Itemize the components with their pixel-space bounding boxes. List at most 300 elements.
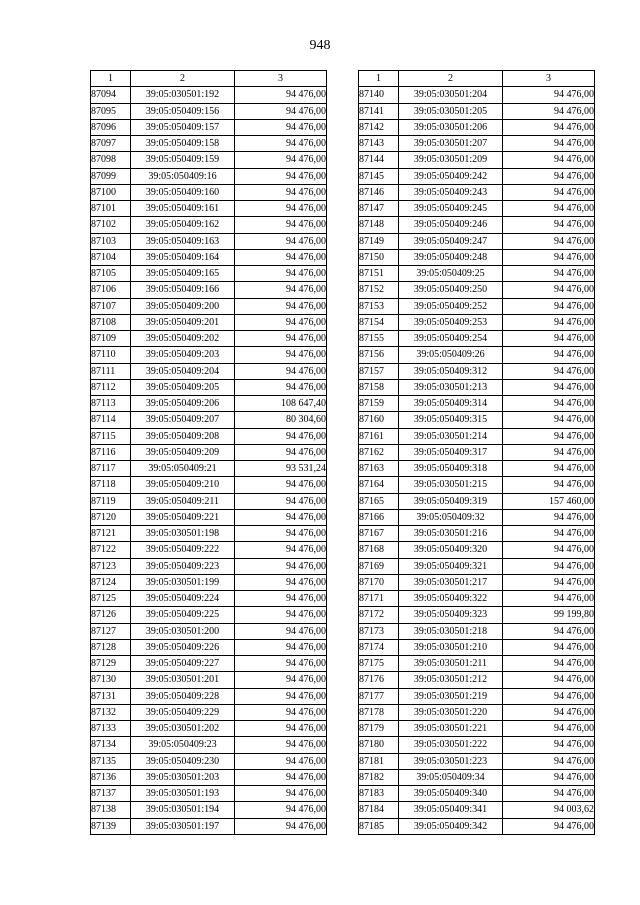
- table-row: [91, 542, 327, 558]
- cadastral-value-cell: 94 476,00: [503, 87, 595, 103]
- table-row: [91, 656, 327, 672]
- table-row: [359, 217, 595, 233]
- cadastral-number-cell: 39:05:050409:225: [131, 607, 235, 623]
- column-header-number: 1: [359, 71, 399, 87]
- cadastral-number-cell: 39:05:030501:214: [399, 428, 503, 444]
- table-row: [359, 428, 595, 444]
- cadastral-value-cell: 157 460,00: [503, 493, 595, 509]
- row-number-cell: 87142: [359, 119, 399, 135]
- cadastral-number-cell: 39:05:050409:32: [399, 509, 503, 525]
- row-number-cell: 87147: [359, 201, 399, 217]
- cadastral-number-cell: 39:05:050409:159: [131, 152, 235, 168]
- row-number-cell: 87126: [91, 607, 131, 623]
- row-number-cell: 87128: [91, 639, 131, 655]
- row-number-cell: 87177: [359, 688, 399, 704]
- cadastral-value-cell: 94 476,00: [235, 753, 327, 769]
- row-number-cell: 87135: [91, 753, 131, 769]
- register-table-left: [90, 70, 327, 835]
- row-number-cell: 87117: [91, 461, 131, 477]
- cadastral-number-cell: 39:05:050409:221: [131, 509, 235, 525]
- table-row: [359, 623, 595, 639]
- row-number-cell: 87102: [91, 217, 131, 233]
- cadastral-value-cell: 94 476,00: [235, 249, 327, 265]
- table-row: [359, 184, 595, 200]
- row-number-cell: 87099: [91, 168, 131, 184]
- cadastral-number-cell: 39:05:050409:229: [131, 704, 235, 720]
- cadastral-number-cell: 39:05:050409:250: [399, 282, 503, 298]
- row-number-cell: 87132: [91, 704, 131, 720]
- cadastral-value-cell: 94 476,00: [235, 656, 327, 672]
- table-header-row: [91, 71, 327, 87]
- row-number-cell: 87143: [359, 136, 399, 152]
- cadastral-number-cell: 39:05:050409:21: [131, 461, 235, 477]
- row-number-cell: 87119: [91, 493, 131, 509]
- cadastral-value-cell: 94 476,00: [235, 314, 327, 330]
- cadastral-number-cell: 39:05:030501:200: [131, 623, 235, 639]
- row-number-cell: 87122: [91, 542, 131, 558]
- cadastral-value-cell: 94 476,00: [503, 591, 595, 607]
- row-number-cell: 87104: [91, 249, 131, 265]
- row-number-cell: 87116: [91, 444, 131, 460]
- cadastral-number-cell: 39:05:050409:160: [131, 184, 235, 200]
- cadastral-value-cell: 94 476,00: [503, 331, 595, 347]
- row-number-cell: 87152: [359, 282, 399, 298]
- cadastral-value-cell: 94 476,00: [503, 298, 595, 314]
- row-number-cell: 87133: [91, 721, 131, 737]
- cadastral-value-cell: 94 476,00: [503, 786, 595, 802]
- cadastral-value-cell: 94 476,00: [235, 266, 327, 282]
- row-number-cell: 87110: [91, 347, 131, 363]
- cadastral-number-cell: 39:05:030501:211: [399, 656, 503, 672]
- cadastral-value-cell: 94 476,00: [503, 672, 595, 688]
- table-row: [359, 656, 595, 672]
- cadastral-number-cell: 39:05:050409:319: [399, 493, 503, 509]
- cadastral-number-cell: 39:05:050409:321: [399, 558, 503, 574]
- table-row: [359, 786, 595, 802]
- cadastral-value-cell: 94 476,00: [235, 786, 327, 802]
- table-row: [91, 152, 327, 168]
- table-row: [359, 802, 595, 818]
- cadastral-number-cell: 39:05:030501:218: [399, 623, 503, 639]
- cadastral-value-cell: 94 476,00: [503, 314, 595, 330]
- cadastral-number-cell: 39:05:030501:205: [399, 103, 503, 119]
- table-row: [359, 688, 595, 704]
- cadastral-number-cell: 39:05:050409:314: [399, 396, 503, 412]
- table-row: [91, 314, 327, 330]
- cadastral-number-cell: 39:05:050409:222: [131, 542, 235, 558]
- cadastral-value-cell: 94 476,00: [503, 574, 595, 590]
- cadastral-value-cell: 94 476,00: [235, 233, 327, 249]
- cadastral-number-cell: 39:05:050409:207: [131, 412, 235, 428]
- table-row: [91, 574, 327, 590]
- table-row: [91, 461, 327, 477]
- cadastral-value-cell: 94 476,00: [235, 704, 327, 720]
- table-row: [91, 347, 327, 363]
- cadastral-value-cell: 94 476,00: [503, 444, 595, 460]
- table-row: [359, 314, 595, 330]
- cadastral-value-cell: 94 476,00: [503, 282, 595, 298]
- row-number-cell: 87105: [91, 266, 131, 282]
- cadastral-value-cell: 94 476,00: [235, 363, 327, 379]
- row-number-cell: 87107: [91, 298, 131, 314]
- row-number-cell: 87140: [359, 87, 399, 103]
- table-row: [359, 737, 595, 753]
- cadastral-number-cell: 39:05:030501:217: [399, 574, 503, 590]
- cadastral-number-cell: 39:05:050409:245: [399, 201, 503, 217]
- table-row: [91, 331, 327, 347]
- table-row: [359, 103, 595, 119]
- row-number-cell: 87174: [359, 639, 399, 655]
- row-number-cell: 87121: [91, 526, 131, 542]
- row-number-cell: 87141: [359, 103, 399, 119]
- row-number-cell: 87127: [91, 623, 131, 639]
- table-row: [359, 298, 595, 314]
- table-row: [359, 509, 595, 525]
- row-number-cell: 87176: [359, 672, 399, 688]
- table-row: [91, 396, 327, 412]
- cadastral-value-cell: 94 476,00: [235, 574, 327, 590]
- cadastral-number-cell: 39:05:050409:201: [131, 314, 235, 330]
- cadastral-number-cell: 39:05:030501:198: [131, 526, 235, 542]
- cadastral-number-cell: 39:05:050409:247: [399, 233, 503, 249]
- cadastral-value-cell: 94 476,00: [235, 136, 327, 152]
- row-number-cell: 87112: [91, 379, 131, 395]
- row-number-cell: 87144: [359, 152, 399, 168]
- column-header-value: 3: [235, 71, 327, 87]
- cadastral-number-cell: 39:05:050409:252: [399, 298, 503, 314]
- cadastral-value-cell: 94 476,00: [235, 737, 327, 753]
- cadastral-number-cell: 39:05:030501:199: [131, 574, 235, 590]
- row-number-cell: 87185: [359, 818, 399, 834]
- cadastral-value-cell: 94 476,00: [503, 542, 595, 558]
- cadastral-value-cell: 94 476,00: [503, 168, 595, 184]
- table-row: [91, 509, 327, 525]
- cadastral-value-cell: 94 476,00: [503, 461, 595, 477]
- cadastral-value-cell: 94 476,00: [503, 558, 595, 574]
- cadastral-value-cell: 94 476,00: [503, 379, 595, 395]
- table-row: [359, 574, 595, 590]
- row-number-cell: 87166: [359, 509, 399, 525]
- cadastral-value-cell: 94 476,00: [503, 217, 595, 233]
- cadastral-number-cell: 39:05:050409:206: [131, 396, 235, 412]
- table-row: [91, 802, 327, 818]
- table-row: [359, 87, 595, 103]
- row-number-cell: 87108: [91, 314, 131, 330]
- cadastral-number-cell: 39:05:050409:23: [131, 737, 235, 753]
- cadastral-number-cell: 39:05:050409:162: [131, 217, 235, 233]
- cadastral-value-cell: 94 476,00: [235, 217, 327, 233]
- cadastral-number-cell: 39:05:030501:202: [131, 721, 235, 737]
- table-row: [91, 103, 327, 119]
- row-number-cell: 87156: [359, 347, 399, 363]
- table-row: [359, 282, 595, 298]
- cadastral-number-cell: 39:05:050409:253: [399, 314, 503, 330]
- row-number-cell: 87184: [359, 802, 399, 818]
- row-number-cell: 87157: [359, 363, 399, 379]
- cadastral-number-cell: 39:05:050409:211: [131, 493, 235, 509]
- cadastral-number-cell: 39:05:050409:315: [399, 412, 503, 428]
- table-row: [359, 396, 595, 412]
- table-row: [91, 266, 327, 282]
- cadastral-value-cell: 94 476,00: [235, 607, 327, 623]
- row-number-cell: 87113: [91, 396, 131, 412]
- table-row: [91, 428, 327, 444]
- table-row: [359, 152, 595, 168]
- cadastral-number-cell: 39:05:050409:157: [131, 119, 235, 135]
- cadastral-number-cell: 39:05:050409:318: [399, 461, 503, 477]
- table-row: [91, 558, 327, 574]
- cadastral-value-cell: 94 476,00: [235, 721, 327, 737]
- cadastral-value-cell: 94 476,00: [235, 379, 327, 395]
- cadastral-number-cell: 39:05:050409:203: [131, 347, 235, 363]
- cadastral-value-cell: 94 476,00: [503, 656, 595, 672]
- cadastral-number-cell: 39:05:050409:166: [131, 282, 235, 298]
- column-header-cadastral: 2: [399, 71, 503, 87]
- row-number-cell: 87165: [359, 493, 399, 509]
- table-row: [91, 607, 327, 623]
- row-number-cell: 87131: [91, 688, 131, 704]
- row-number-cell: 87173: [359, 623, 399, 639]
- cadastral-number-cell: 39:05:050409:341: [399, 802, 503, 818]
- cadastral-value-cell: 94 476,00: [235, 444, 327, 460]
- cadastral-number-cell: 39:05:030501:209: [399, 152, 503, 168]
- row-number-cell: 87159: [359, 396, 399, 412]
- cadastral-number-cell: 39:05:050409:340: [399, 786, 503, 802]
- table-row: [91, 168, 327, 184]
- row-number-cell: 87146: [359, 184, 399, 200]
- cadastral-number-cell: 39:05:030501:192: [131, 87, 235, 103]
- column-header-value: 3: [503, 71, 595, 87]
- cadastral-value-cell: 94 476,00: [503, 396, 595, 412]
- cadastral-number-cell: 39:05:050409:161: [131, 201, 235, 217]
- cadastral-number-cell: 39:05:050409:26: [399, 347, 503, 363]
- cadastral-value-cell: 94 476,00: [503, 233, 595, 249]
- cadastral-value-cell: 93 531,24: [235, 461, 327, 477]
- cadastral-value-cell: 94 476,00: [503, 136, 595, 152]
- table-row: [91, 249, 327, 265]
- table-row: [91, 282, 327, 298]
- cadastral-value-cell: 94 476,00: [503, 526, 595, 542]
- table-row: [359, 558, 595, 574]
- row-number-cell: 87103: [91, 233, 131, 249]
- table-row: [91, 233, 327, 249]
- register-table-right: [358, 70, 595, 835]
- cadastral-number-cell: 39:05:030501:216: [399, 526, 503, 542]
- cadastral-value-cell: 94 476,00: [503, 119, 595, 135]
- table-row: [91, 298, 327, 314]
- cadastral-value-cell: 94 476,00: [503, 688, 595, 704]
- cadastral-value-cell: 94 476,00: [235, 591, 327, 607]
- cadastral-number-cell: 39:05:050409:246: [399, 217, 503, 233]
- cadastral-value-cell: 94 476,00: [235, 168, 327, 184]
- table-row: [359, 136, 595, 152]
- table-row: [91, 672, 327, 688]
- cadastral-number-cell: 39:05:050409:323: [399, 607, 503, 623]
- row-number-cell: 87139: [91, 818, 131, 834]
- cadastral-value-cell: 94 476,00: [503, 737, 595, 753]
- cadastral-value-cell: 94 476,00: [235, 769, 327, 785]
- table-row: [359, 769, 595, 785]
- row-number-cell: 87150: [359, 249, 399, 265]
- cadastral-number-cell: 39:05:050409:242: [399, 168, 503, 184]
- cadastral-number-cell: 39:05:050409:25: [399, 266, 503, 282]
- row-number-cell: 87115: [91, 428, 131, 444]
- table-row: [359, 233, 595, 249]
- row-number-cell: 87155: [359, 331, 399, 347]
- cadastral-number-cell: 39:05:050409:163: [131, 233, 235, 249]
- cadastral-number-cell: 39:05:050409:342: [399, 818, 503, 834]
- cadastral-number-cell: 39:05:030501:207: [399, 136, 503, 152]
- row-number-cell: 87182: [359, 769, 399, 785]
- table-row: [91, 721, 327, 737]
- row-number-cell: 87114: [91, 412, 131, 428]
- page-number: 948: [309, 38, 331, 53]
- cadastral-number-cell: 39:05:030501:219: [399, 688, 503, 704]
- row-number-cell: 87123: [91, 558, 131, 574]
- cadastral-number-cell: 39:05:030501:222: [399, 737, 503, 753]
- cadastral-value-cell: 94 476,00: [235, 87, 327, 103]
- cadastral-number-cell: 39:05:050409:205: [131, 379, 235, 395]
- column-header-number: 1: [91, 71, 131, 87]
- row-number-cell: 87124: [91, 574, 131, 590]
- cadastral-value-cell: 94 476,00: [503, 201, 595, 217]
- cadastral-value-cell: 94 476,00: [235, 623, 327, 639]
- cadastral-number-cell: 39:05:050409:204: [131, 363, 235, 379]
- table-row: [91, 493, 327, 509]
- table-row: [359, 461, 595, 477]
- table-row: [91, 363, 327, 379]
- table-row: [91, 136, 327, 152]
- cadastral-value-cell: 94 476,00: [235, 526, 327, 542]
- cadastral-number-cell: 39:05:050409:165: [131, 266, 235, 282]
- cadastral-value-cell: 94 476,00: [235, 331, 327, 347]
- row-number-cell: 87164: [359, 477, 399, 493]
- table-row: [359, 493, 595, 509]
- cadastral-value-cell: 94 476,00: [503, 753, 595, 769]
- row-number-cell: 87158: [359, 379, 399, 395]
- table-row: [91, 119, 327, 135]
- cadastral-number-cell: 39:05:030501:197: [131, 818, 235, 834]
- table-row: [91, 379, 327, 395]
- cadastral-number-cell: 39:05:050409:254: [399, 331, 503, 347]
- cadastral-value-cell: 94 476,00: [235, 818, 327, 834]
- table-row: [359, 477, 595, 493]
- table-row: [91, 769, 327, 785]
- table-row: [359, 412, 595, 428]
- row-number-cell: 87154: [359, 314, 399, 330]
- cadastral-value-cell: 94 003,62: [503, 802, 595, 818]
- table-row: [91, 477, 327, 493]
- cadastral-number-cell: 39:05:050409:223: [131, 558, 235, 574]
- cadastral-number-cell: 39:05:050409:200: [131, 298, 235, 314]
- row-number-cell: 87172: [359, 607, 399, 623]
- cadastral-number-cell: 39:05:050409:208: [131, 428, 235, 444]
- row-number-cell: 87138: [91, 802, 131, 818]
- table-row: [359, 818, 595, 834]
- cadastral-value-cell: 94 476,00: [503, 428, 595, 444]
- row-number-cell: 87167: [359, 526, 399, 542]
- cadastral-value-cell: 94 476,00: [235, 282, 327, 298]
- cadastral-number-cell: 39:05:050409:224: [131, 591, 235, 607]
- row-number-cell: 87171: [359, 591, 399, 607]
- cadastral-number-cell: 39:05:050409:320: [399, 542, 503, 558]
- cadastral-value-cell: 94 476,00: [235, 639, 327, 655]
- cadastral-value-cell: 94 476,00: [235, 152, 327, 168]
- table-row: [359, 201, 595, 217]
- table-row: [359, 542, 595, 558]
- cadastral-value-cell: 94 476,00: [503, 347, 595, 363]
- cadastral-value-cell: 94 476,00: [503, 266, 595, 282]
- cadastral-number-cell: 39:05:050409:226: [131, 639, 235, 655]
- row-number-cell: 87161: [359, 428, 399, 444]
- row-number-cell: 87118: [91, 477, 131, 493]
- cadastral-number-cell: 39:05:050409:209: [131, 444, 235, 460]
- row-number-cell: 87178: [359, 704, 399, 720]
- cadastral-value-cell: 108 647,40: [235, 396, 327, 412]
- cadastral-value-cell: 94 476,00: [503, 721, 595, 737]
- row-number-cell: 87168: [359, 542, 399, 558]
- table-row: [91, 444, 327, 460]
- row-number-cell: 87096: [91, 119, 131, 135]
- cadastral-number-cell: 39:05:030501:223: [399, 753, 503, 769]
- cadastral-number-cell: 39:05:050409:210: [131, 477, 235, 493]
- cadastral-number-cell: 39:05:030501:201: [131, 672, 235, 688]
- table-row: [359, 347, 595, 363]
- table-row: [359, 363, 595, 379]
- cadastral-value-cell: 94 476,00: [503, 363, 595, 379]
- cadastral-number-cell: 39:05:050409:164: [131, 249, 235, 265]
- row-number-cell: 87149: [359, 233, 399, 249]
- cadastral-number-cell: 39:05:050409:312: [399, 363, 503, 379]
- cadastral-value-cell: 94 476,00: [503, 704, 595, 720]
- cadastral-number-cell: 39:05:030501:206: [399, 119, 503, 135]
- cadastral-value-cell: 94 476,00: [503, 103, 595, 119]
- row-number-cell: 87170: [359, 574, 399, 590]
- cadastral-value-cell: 94 476,00: [235, 103, 327, 119]
- row-number-cell: 87153: [359, 298, 399, 314]
- cadastral-number-cell: 39:05:030501:193: [131, 786, 235, 802]
- cadastral-value-cell: 80 304,60: [235, 412, 327, 428]
- row-number-cell: 87106: [91, 282, 131, 298]
- cadastral-value-cell: 94 476,00: [503, 818, 595, 834]
- cadastral-number-cell: 39:05:050409:243: [399, 184, 503, 200]
- cadastral-value-cell: 94 476,00: [503, 477, 595, 493]
- cadastral-number-cell: 39:05:050409:34: [399, 769, 503, 785]
- table-row: [359, 444, 595, 460]
- cadastral-number-cell: 39:05:050409:322: [399, 591, 503, 607]
- cadastral-value-cell: 94 476,00: [235, 493, 327, 509]
- row-number-cell: 87137: [91, 786, 131, 802]
- table-body-right: [359, 87, 595, 835]
- cadastral-number-cell: 39:05:030501:221: [399, 721, 503, 737]
- cadastral-value-cell: 94 476,00: [235, 672, 327, 688]
- cadastral-value-cell: 94 476,00: [235, 802, 327, 818]
- row-number-cell: 87163: [359, 461, 399, 477]
- row-number-cell: 87181: [359, 753, 399, 769]
- row-number-cell: 87130: [91, 672, 131, 688]
- cadastral-value-cell: 94 476,00: [235, 558, 327, 574]
- cadastral-value-cell: 94 476,00: [235, 542, 327, 558]
- row-number-cell: 87129: [91, 656, 131, 672]
- cadastral-value-cell: 94 476,00: [503, 623, 595, 639]
- table-row: [91, 184, 327, 200]
- table-row: [359, 168, 595, 184]
- row-number-cell: 87175: [359, 656, 399, 672]
- table-row: [91, 639, 327, 655]
- cadastral-value-cell: 99 199,80: [503, 607, 595, 623]
- table-row: [359, 753, 595, 769]
- row-number-cell: 87145: [359, 168, 399, 184]
